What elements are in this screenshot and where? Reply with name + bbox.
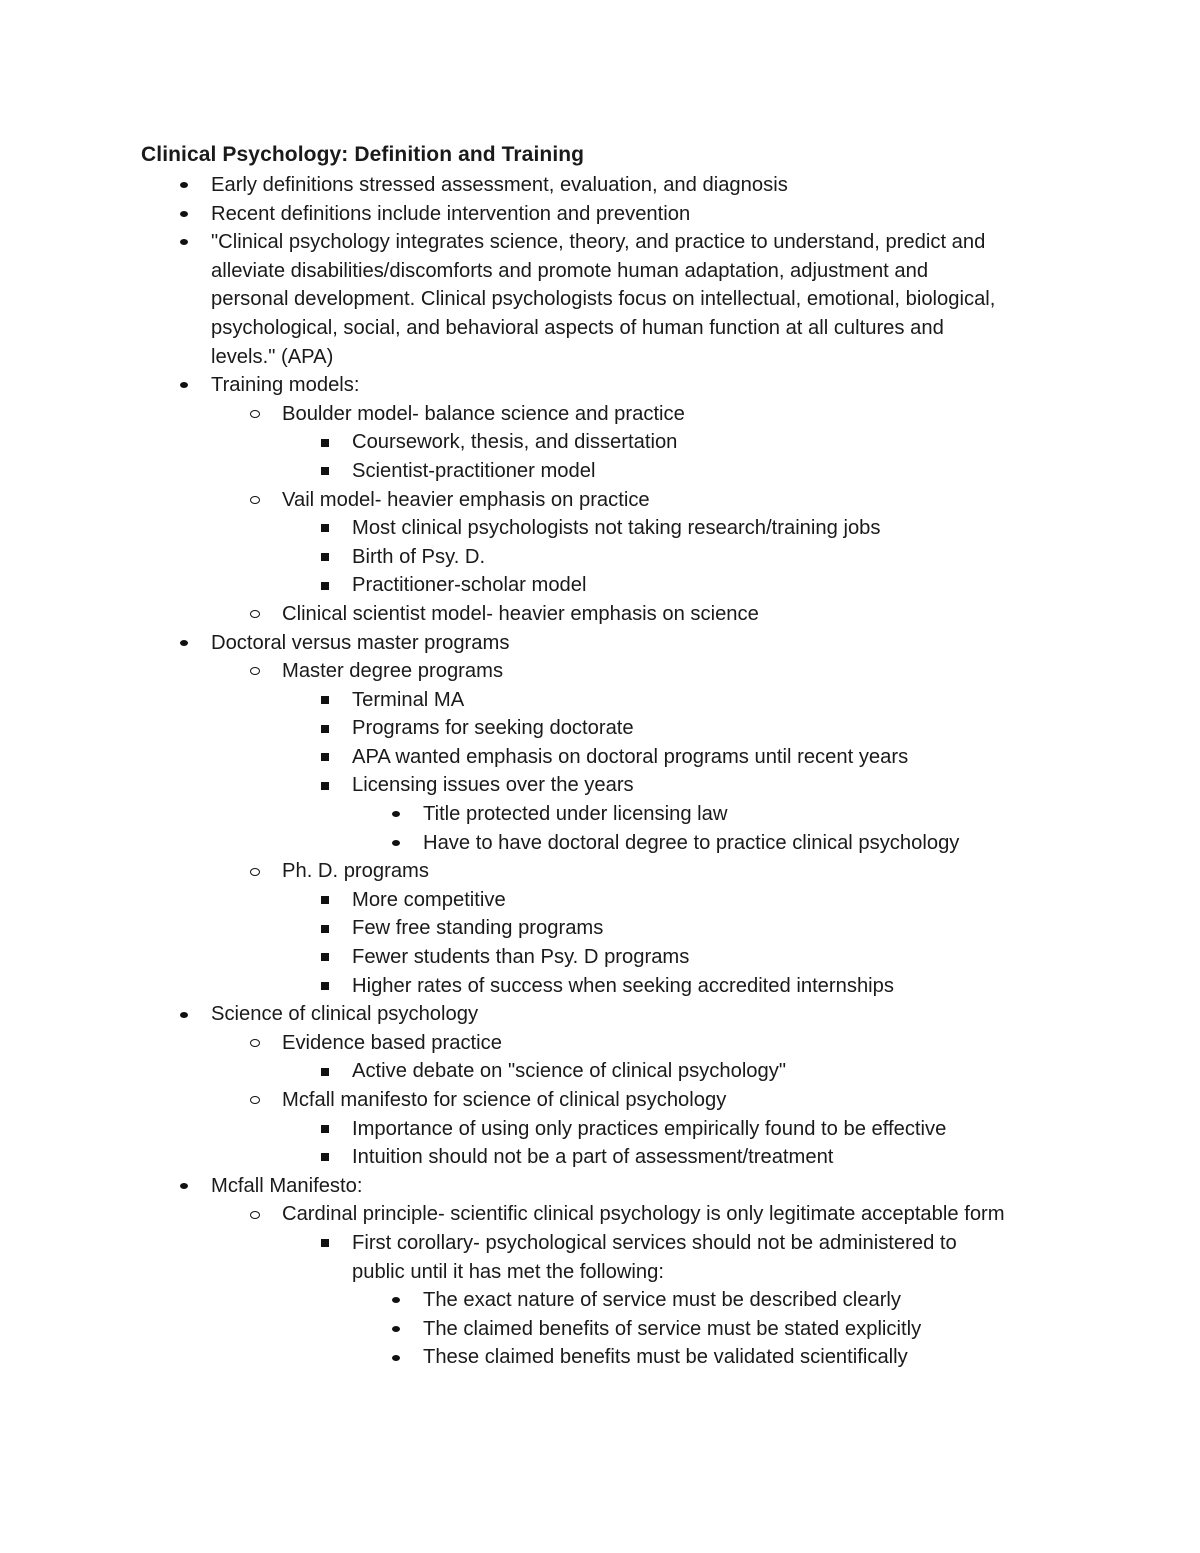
filled-dot-icon xyxy=(174,1172,194,1201)
hollow-circle-icon xyxy=(245,486,265,515)
outline-list xyxy=(0,171,1200,1372)
list-item-text: "Clinical psychology integrates science, theory, and practice to understand, predict and xyxy=(211,231,986,254)
list-item xyxy=(0,972,1200,1001)
list-item xyxy=(0,943,1200,972)
list-item-text: Clinical scientist model- heavier emphasis on science xyxy=(282,602,759,625)
list-item-text: The exact nature of service must be described clearly xyxy=(423,1289,901,1312)
list-item-text: Higher rates of success when seeking accredited internships xyxy=(352,974,894,997)
list-item-text: Cardinal principle- scientific clinical psychology is only legitimate acceptable form xyxy=(282,1203,1005,1226)
filled-square-icon xyxy=(315,1057,335,1086)
list-item xyxy=(0,714,1200,743)
filled-square-icon xyxy=(315,972,335,1001)
list-item xyxy=(0,171,1200,200)
list-item-text: Mcfall Manifesto: xyxy=(211,1174,363,1197)
filled-dot-icon xyxy=(174,1000,194,1029)
list-item-text: Most clinical psychologists not taking research/training jobs xyxy=(352,517,881,540)
filled-square-icon xyxy=(315,686,335,715)
list-item-text: Boulder model- balance science and practice xyxy=(282,402,685,425)
filled-square-icon xyxy=(315,428,335,457)
list-item-text: Programs for seeking doctorate xyxy=(352,717,634,740)
list-item xyxy=(0,886,1200,915)
list-item xyxy=(0,1229,1200,1286)
list-item xyxy=(0,800,1200,829)
filled-dot-icon xyxy=(386,1286,406,1315)
list-item xyxy=(0,1115,1200,1144)
list-item xyxy=(0,228,1200,371)
list-item xyxy=(0,771,1200,800)
list-item-text: Science of clinical psychology xyxy=(211,1003,479,1026)
list-item xyxy=(0,1000,1200,1029)
list-item xyxy=(0,457,1200,486)
list-item xyxy=(0,857,1200,886)
list-item-text: APA wanted emphasis on doctoral programs until recent years xyxy=(352,745,909,768)
filled-square-icon xyxy=(315,514,335,543)
list-item-text: Early definitions stressed assessment, evaluation, and diagnosis xyxy=(211,174,788,196)
list-item-text: Intuition should not be a part of assessment/treatment xyxy=(352,1146,834,1169)
filled-dot-icon xyxy=(386,800,406,829)
list-item-text: Importance of using only practices empirically found to be effective xyxy=(352,1117,947,1140)
list-item-text: Master degree programs xyxy=(282,660,504,683)
list-item xyxy=(0,571,1200,600)
list-item-text: Ph. D. programs xyxy=(282,860,429,883)
filled-square-icon xyxy=(315,886,335,915)
hollow-circle-icon xyxy=(245,857,265,886)
list-item xyxy=(0,1343,1200,1372)
filled-square-icon xyxy=(315,571,335,600)
list-item xyxy=(0,1315,1200,1344)
filled-square-icon xyxy=(315,914,335,943)
list-item-text: Training models: xyxy=(211,374,360,397)
list-item xyxy=(0,829,1200,858)
filled-dot-icon xyxy=(174,200,194,229)
list-item-text: alleviate disabilities/discomforts and promote human adaptation, adjustment and xyxy=(211,259,929,282)
hollow-circle-icon xyxy=(245,1200,265,1229)
list-item xyxy=(0,1086,1200,1115)
list-item-text: The claimed benefits of service must be stated explicitly xyxy=(423,1317,922,1340)
filled-square-icon xyxy=(315,943,335,972)
filled-square-icon xyxy=(315,1115,335,1144)
list-item-text: Terminal MA xyxy=(352,688,465,711)
list-item xyxy=(0,200,1200,229)
list-item-text: Licensing issues over the years xyxy=(352,774,634,797)
filled-dot-icon xyxy=(174,629,194,658)
list-item-text: More competitive xyxy=(352,888,506,911)
list-item-text: Vail model- heavier emphasis on practice xyxy=(282,488,650,511)
list-item xyxy=(0,1029,1200,1058)
list-item xyxy=(0,743,1200,772)
list-item xyxy=(0,1286,1200,1315)
filled-dot-icon xyxy=(386,1315,406,1344)
list-item xyxy=(0,1200,1200,1229)
filled-square-icon xyxy=(315,714,335,743)
list-item-text: Active debate on "science of clinical psychology" xyxy=(352,1060,787,1083)
list-item-text: Have to have doctoral degree to practice clinical psychology xyxy=(423,831,960,854)
list-item-text: First corollary- psychological services should not be administered to xyxy=(352,1231,957,1254)
list-item-text: Recent definitions include intervention and prevention xyxy=(211,202,691,225)
list-item xyxy=(0,543,1200,572)
list-item-text: levels." (APA) xyxy=(211,345,334,368)
list-item xyxy=(0,1057,1200,1086)
list-item-text: Evidence based practice xyxy=(282,1031,502,1054)
filled-dot-icon xyxy=(386,1343,406,1372)
list-item-text: Title protected under licensing law xyxy=(423,803,728,826)
list-item-text: Few free standing programs xyxy=(352,917,604,940)
list-item-text: These claimed benefits must be validated scientifically xyxy=(423,1346,908,1369)
list-item-text: psychological, social, and behavioral aspects of human function at all cultures and xyxy=(211,316,944,339)
list-item-text: Doctoral versus master programs xyxy=(211,631,510,654)
filled-dot-icon xyxy=(174,171,194,200)
filled-square-icon xyxy=(315,1229,335,1258)
list-item-text: Practitioner-scholar model xyxy=(352,574,587,597)
list-item xyxy=(0,686,1200,715)
list-item xyxy=(0,400,1200,429)
list-item xyxy=(0,1172,1200,1201)
hollow-circle-icon xyxy=(245,657,265,686)
filled-dot-icon xyxy=(174,371,194,400)
filled-square-icon xyxy=(315,543,335,572)
list-item-text: Coursework, thesis, and dissertation xyxy=(352,431,678,454)
list-item-text: personal development. Clinical psychologists focus on intellectual, emotional, biological, xyxy=(211,288,996,311)
list-item xyxy=(0,486,1200,515)
list-item-text: Scientist-practitioner model xyxy=(352,459,596,482)
list-item xyxy=(0,514,1200,543)
filled-square-icon xyxy=(315,1143,335,1172)
list-item-text: Birth of Psy. D. xyxy=(352,545,486,568)
hollow-circle-icon xyxy=(245,1029,265,1058)
filled-dot-icon xyxy=(386,829,406,858)
list-item xyxy=(0,1143,1200,1172)
list-item-text: Mcfall manifesto for science of clinical psychology xyxy=(282,1089,727,1111)
list-item xyxy=(0,371,1200,400)
filled-dot-icon xyxy=(174,228,194,257)
filled-square-icon xyxy=(315,743,335,772)
list-item xyxy=(0,600,1200,629)
list-item xyxy=(0,657,1200,686)
page-title: Clinical Psychology: Definition and Training xyxy=(141,143,585,166)
list-item xyxy=(0,428,1200,457)
list-item-text: public until it has met the following: xyxy=(352,1260,664,1283)
hollow-circle-icon xyxy=(245,600,265,629)
filled-square-icon xyxy=(315,771,335,800)
list-item xyxy=(0,914,1200,943)
hollow-circle-icon xyxy=(245,1086,265,1115)
list-item xyxy=(0,629,1200,658)
hollow-circle-icon xyxy=(245,400,265,429)
list-item-text: Fewer students than Psy. D programs xyxy=(352,946,690,969)
filled-square-icon xyxy=(315,457,335,486)
